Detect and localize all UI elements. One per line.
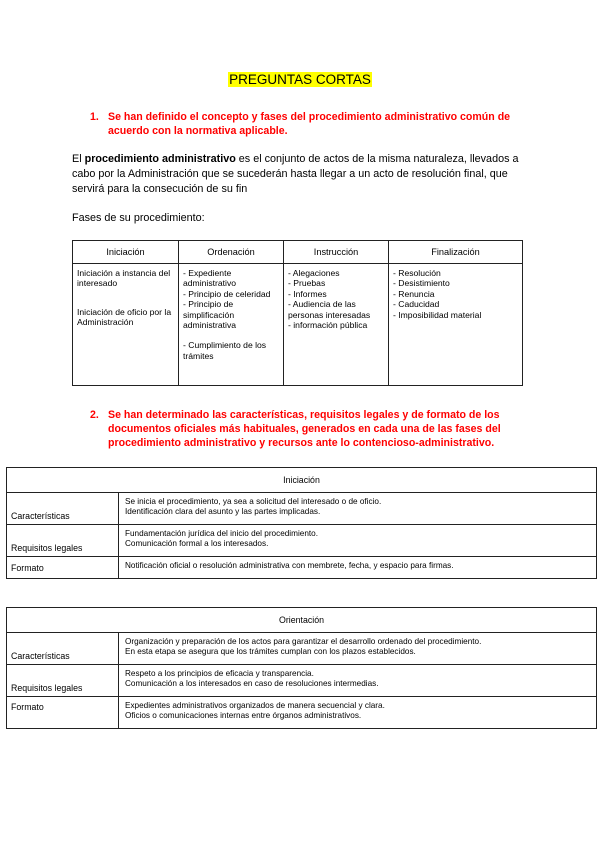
value-line: Organización y preparación de los actos para garantizar el desarrollo ordenado del procedimiento. — [125, 637, 482, 646]
table-row — [7, 557, 597, 579]
phases-header-row — [73, 241, 523, 264]
row-value — [119, 525, 597, 557]
value-line: Respeto a los principios de eficacia y transparencia. — [125, 669, 314, 678]
definition-paragraph — [72, 152, 532, 196]
row-label: Requisitos legales — [7, 665, 119, 697]
list-item: Iniciación a instancia del interesado — [77, 268, 171, 289]
table-row — [7, 493, 597, 525]
list-item: - Cumplimiento de los trámites — [183, 340, 267, 361]
header-finalizacion: Finalización — [389, 241, 523, 264]
question-number: 1. — [90, 111, 99, 123]
cell-finalizacion — [389, 264, 523, 386]
header-ordenacion: Ordenación — [179, 241, 284, 264]
list-item: - información pública — [288, 320, 368, 331]
title-highlight: PREGUNTAS CORTAS — [229, 72, 371, 87]
table-row — [7, 697, 597, 729]
orientacion-table — [6, 607, 597, 729]
row-value — [119, 557, 597, 579]
list-item: - Principio de simplificación administrativa — [183, 299, 237, 331]
row-label: Características — [7, 633, 119, 665]
phases-label: Fases de su procedimiento: — [72, 212, 205, 224]
list-item: Iniciación de oficio por la Administración — [77, 306, 172, 328]
definition-term: procedimiento administrativo — [84, 153, 236, 165]
value-line: Notificación oficial o resolución administrativa con membrete, fecha, y espacio para firmas. — [125, 561, 454, 570]
list-item: - Resolución — [393, 268, 441, 278]
cell-iniciacion — [73, 264, 179, 386]
cell-ordenacion — [179, 264, 284, 386]
table-row — [7, 525, 597, 557]
iniciacion-table — [6, 467, 597, 579]
value-line: Fundamentación jurídica del inicio del procedimiento. — [125, 529, 318, 538]
list-item: - Caducidad — [393, 299, 440, 310]
question-1 — [90, 110, 530, 140]
row-value — [119, 493, 597, 525]
cell-instruccion — [284, 264, 389, 386]
question-number: 2. — [90, 409, 99, 421]
question-text: Se han determinado las características, requisitos legales y de formato de los documentos oficiales más habituales, generados en cada una de las fases del procedimiento administrativo y recursos ante lo contencioso-administrativo. — [108, 409, 501, 449]
question-2 — [90, 408, 530, 454]
list-item: - Pruebas — [288, 278, 326, 289]
list-item: - Desistimiento — [393, 278, 450, 289]
header-instruccion: Instrucción — [284, 241, 389, 264]
row-value — [119, 633, 597, 665]
value-line: Comunicación a los interesados en caso de resoluciones intermedias. — [125, 679, 379, 688]
list-item: - Expediente administrativo — [183, 268, 237, 289]
value-line: Comunicación formal a los interesados. — [125, 539, 269, 548]
value-line: Identificación clara del asunto y las partes implicadas. — [125, 507, 321, 516]
row-label: Formato — [7, 697, 119, 729]
header-iniciacion: Iniciación — [73, 241, 179, 264]
definition-rest: es el conjunto de actos de la misma naturaleza, llevados a cabo por la Administración que se sucederán hasta llegar a un acto de resolución final, que servirá para la consecución de su fin — [72, 153, 519, 195]
row-label: Formato — [7, 557, 119, 579]
row-label: Características — [7, 493, 119, 525]
page-title — [0, 72, 600, 87]
iniciacion-table-header: Iniciación — [7, 468, 597, 493]
definition-lead: El — [72, 153, 85, 165]
list-item: - Audiencia de las personas interesadas — [288, 299, 371, 320]
row-value — [119, 665, 597, 697]
list-item: - Informes — [288, 288, 327, 299]
row-value — [119, 697, 597, 729]
list-item: - Renuncia — [393, 288, 435, 299]
row-label: Requisitos legales — [7, 525, 119, 557]
phases-table — [72, 240, 523, 386]
phases-body-row — [73, 264, 523, 386]
list-item: - Imposibilidad material — [393, 309, 482, 320]
table-row — [7, 633, 597, 665]
value-line: Se inicia el procedimiento, ya sea a solicitud del interesado o de oficio. — [125, 497, 382, 506]
list-item: - Principio de celeridad — [183, 288, 271, 299]
question-text: Se han definido el concepto y fases del procedimiento administrativo común de acuerdo con la normativa aplicable. — [108, 111, 511, 137]
value-line: En esta etapa se asegura que los trámites cumplan con los plazos establecidos. — [125, 647, 416, 656]
orientacion-table-header: Orientación — [7, 608, 597, 633]
value-line: Oficios o comunicaciones internas entre órganos administrativos. — [125, 711, 362, 720]
table-row — [7, 665, 597, 697]
list-item: - Alegaciones — [288, 268, 340, 278]
value-line: Expedientes administrativos organizados de manera secuencial y clara. — [125, 701, 385, 710]
